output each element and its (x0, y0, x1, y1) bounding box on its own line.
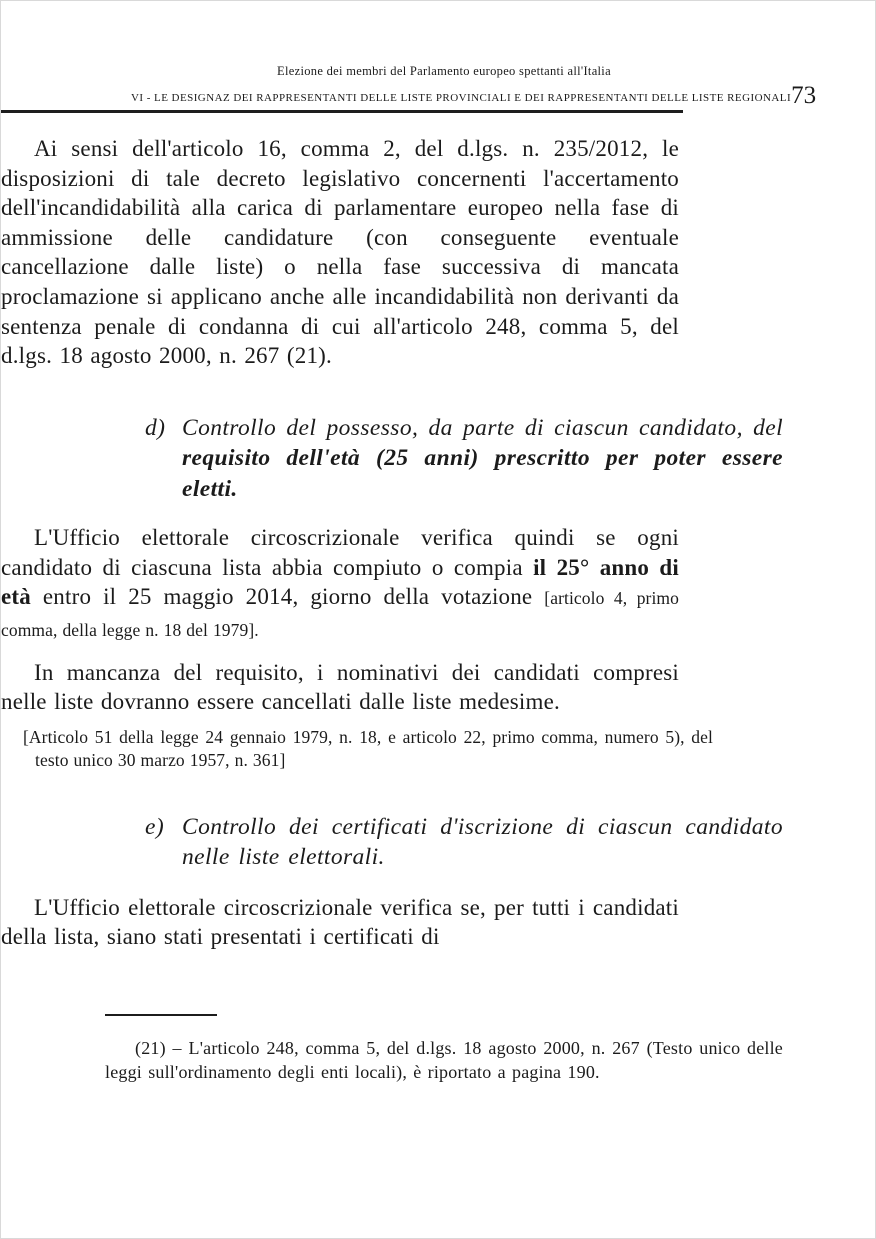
running-title: Elezione dei membri del Parlamento europeo spettanti all'Italia (277, 64, 611, 78)
footnote-rule (105, 1014, 217, 1016)
section-d-heading (105, 413, 783, 505)
header-rule (0, 110, 683, 113)
section-d-text (182, 413, 783, 505)
paragraph-certificates: L'Ufficio elettorale circoscrizionale verifica se, per tutti i candidati della lista, siano stati presentati i certificati di (1, 894, 679, 950)
paragraph-age-tail: entro il 25 maggio 2014, giorno della votazione (30, 584, 545, 610)
paragraph-age-lead: L'Ufficio elettorale circoscrizionale verifica quindi se ogni candidato di ciascuna lista abbia compiuto o compia (1, 525, 679, 580)
page-number: 73 (791, 82, 817, 109)
page-header (1, 1, 875, 113)
chapter-title: VI - LE DESIGNAZ DEI RAPPRESENTANTI DELLE LISTE PROVINCIALI E DEI RAPPRESENTANTI DELLE LISTE REGIONALI (131, 92, 792, 104)
inline-citation: [articolo 4, primo comma, della legge n. 18 del 1979]. (1, 588, 679, 641)
paragraph-intro: Ai sensi dell'articolo 16, comma 2, del d.lgs. n. 235/2012, le disposizioni di tale decreto legislativo concernenti l'accertamento dell'incandidabilità alla carica di parlamentare europeo nella fase di ammissione delle candidature (con conseguente eventuale cancellazione dalle liste) o nella fase successiva di mancata proclamazione si applicano anche alle incandidabilità non derivanti da sentenza penale di condanna di cui all'articolo 248, comma 5, del d.lgs. 18 agosto 2000, n. 267 (21). (1, 136, 679, 369)
age-requirement-bold: il 25° anno di età (1, 554, 679, 610)
paragraph-missing-requirement: In mancanza del requisito, i nominativi dei candidati compresi nelle liste dovranno essere cancellati dalle liste medesime. (1, 659, 679, 715)
section-d-bold: requisito dell'età (25 anni) prescritto per poter essere eletti. (182, 445, 783, 502)
section-d-marker: d) (145, 414, 166, 441)
section-e-heading (105, 812, 783, 873)
section-e-marker: e) (145, 813, 165, 840)
footnote-21: (21) – L'articolo 248, comma 5, del d.lgs. 18 agosto 2000, n. 267 (Testo unico delle leggi sull'ordinamento degli enti locali), è riportato a pagina 190. (105, 1038, 783, 1082)
section-d-lead: Controllo del possesso, da parte di ciascun candidato, del (182, 414, 783, 441)
footnote-area (105, 1014, 783, 1084)
section-e-text: Controllo dei certificati d'iscrizione di ciascun candidato nelle liste elettorali. (182, 813, 783, 871)
chapter-row (105, 82, 817, 109)
page-body (1, 134, 875, 952)
citation-block: [Articolo 51 della legge 24 gennaio 1979, n. 18, e articolo 22, primo comma, numero 5), del testo unico 30 marzo 1957, n. 361] (23, 726, 713, 770)
paragraph-age-check (1, 523, 679, 645)
